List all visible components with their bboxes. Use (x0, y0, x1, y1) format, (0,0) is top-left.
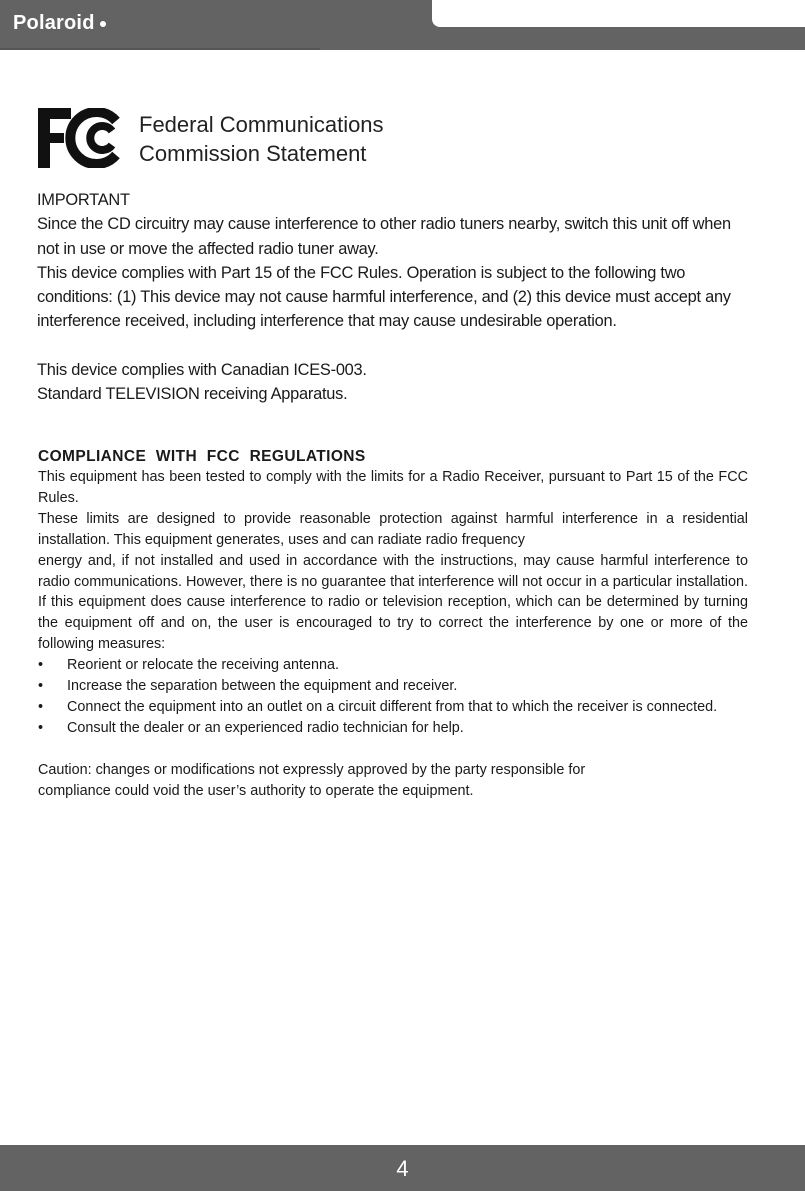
bullet-icon: • (38, 698, 44, 715)
caution-note (38, 760, 748, 802)
measure-text: Consult the dealer or an experienced radio technician for help. (67, 719, 464, 736)
compliance-para2: These limits are designed to provide reasonable protection against harmful interference in a residential installation. This equipment generates, uses and can radiate radio frequency (38, 510, 748, 548)
brand-dot-icon (100, 21, 106, 27)
brand-logo (13, 9, 106, 37)
caution-line1: Caution: changes or modifications not expressly approved by the party responsible for (38, 761, 586, 778)
list-item (38, 718, 748, 739)
bullet-icon: • (38, 719, 44, 736)
brand-name: Polaroid (13, 12, 95, 34)
compliance-para1: This equipment has been tested to comply with the limits for a Radio Receiver, pursuant to Part 15 of the FCC Rules. (38, 469, 748, 506)
canada-line1: This device complies with Canadian ICES-003. (37, 360, 367, 379)
canada-line2: Standard TELEVISION receiving Apparatus. (37, 385, 348, 404)
list-item (38, 697, 748, 718)
fcc-logo-icon (38, 108, 128, 168)
compliance-heading: COMPLIANCE WITH FCC REGULATIONS (38, 448, 366, 465)
bullet-icon: • (38, 657, 44, 674)
important-heading: IMPORTANT (37, 191, 130, 209)
compliance-section (38, 447, 748, 802)
compliance-para3: energy and, if not installed and used in accordance with the instructions, may cause harmful interference to radio communications. However, there is no guarantee that interference will not occur in a particular installation. If this equipment does cause interference to radio or television reception, which can be determined by turning the equipment off and on, the user is encouraged to try to correct the interference by one or more of the following measures: (38, 552, 748, 653)
measure-text: Connect the equipment into an outlet on a circuit different from that to which the receiver is connected. (67, 698, 718, 715)
bullet-icon: • (38, 678, 44, 695)
caution-line2: compliance could void the user’s authority to operate the equipment. (38, 782, 474, 799)
measures-list (38, 655, 748, 739)
measure-text: Reorient or relocate the receiving antenna. (67, 657, 339, 674)
header-underline (0, 48, 320, 50)
measure-text: Increase the separation between the equipment and receiver. (67, 678, 458, 695)
footer-bar (0, 1145, 805, 1191)
header-bar (0, 0, 805, 50)
fcc-title-line1: Federal Communications (139, 112, 384, 137)
fcc-title-line2: Commission Statement (139, 141, 367, 166)
fcc-title (139, 110, 384, 168)
important-para2: This device complies with Part 15 of the FCC Rules. Operation is subject to the following two conditions: (1) This device may not cause harmful interference, and (2) this device must accept any interference received, including interference that may cause undesirable operation. (37, 263, 731, 331)
list-item (38, 655, 748, 676)
important-para1: Since the CD circuitry may cause interference to other radio tuners nearby, switch this unit off when not in use or move the affected radio tuner away. (37, 215, 731, 258)
header-tab (432, 0, 805, 27)
list-item (38, 676, 748, 697)
important-section (37, 188, 749, 406)
page-number: 4 (396, 1156, 409, 1181)
